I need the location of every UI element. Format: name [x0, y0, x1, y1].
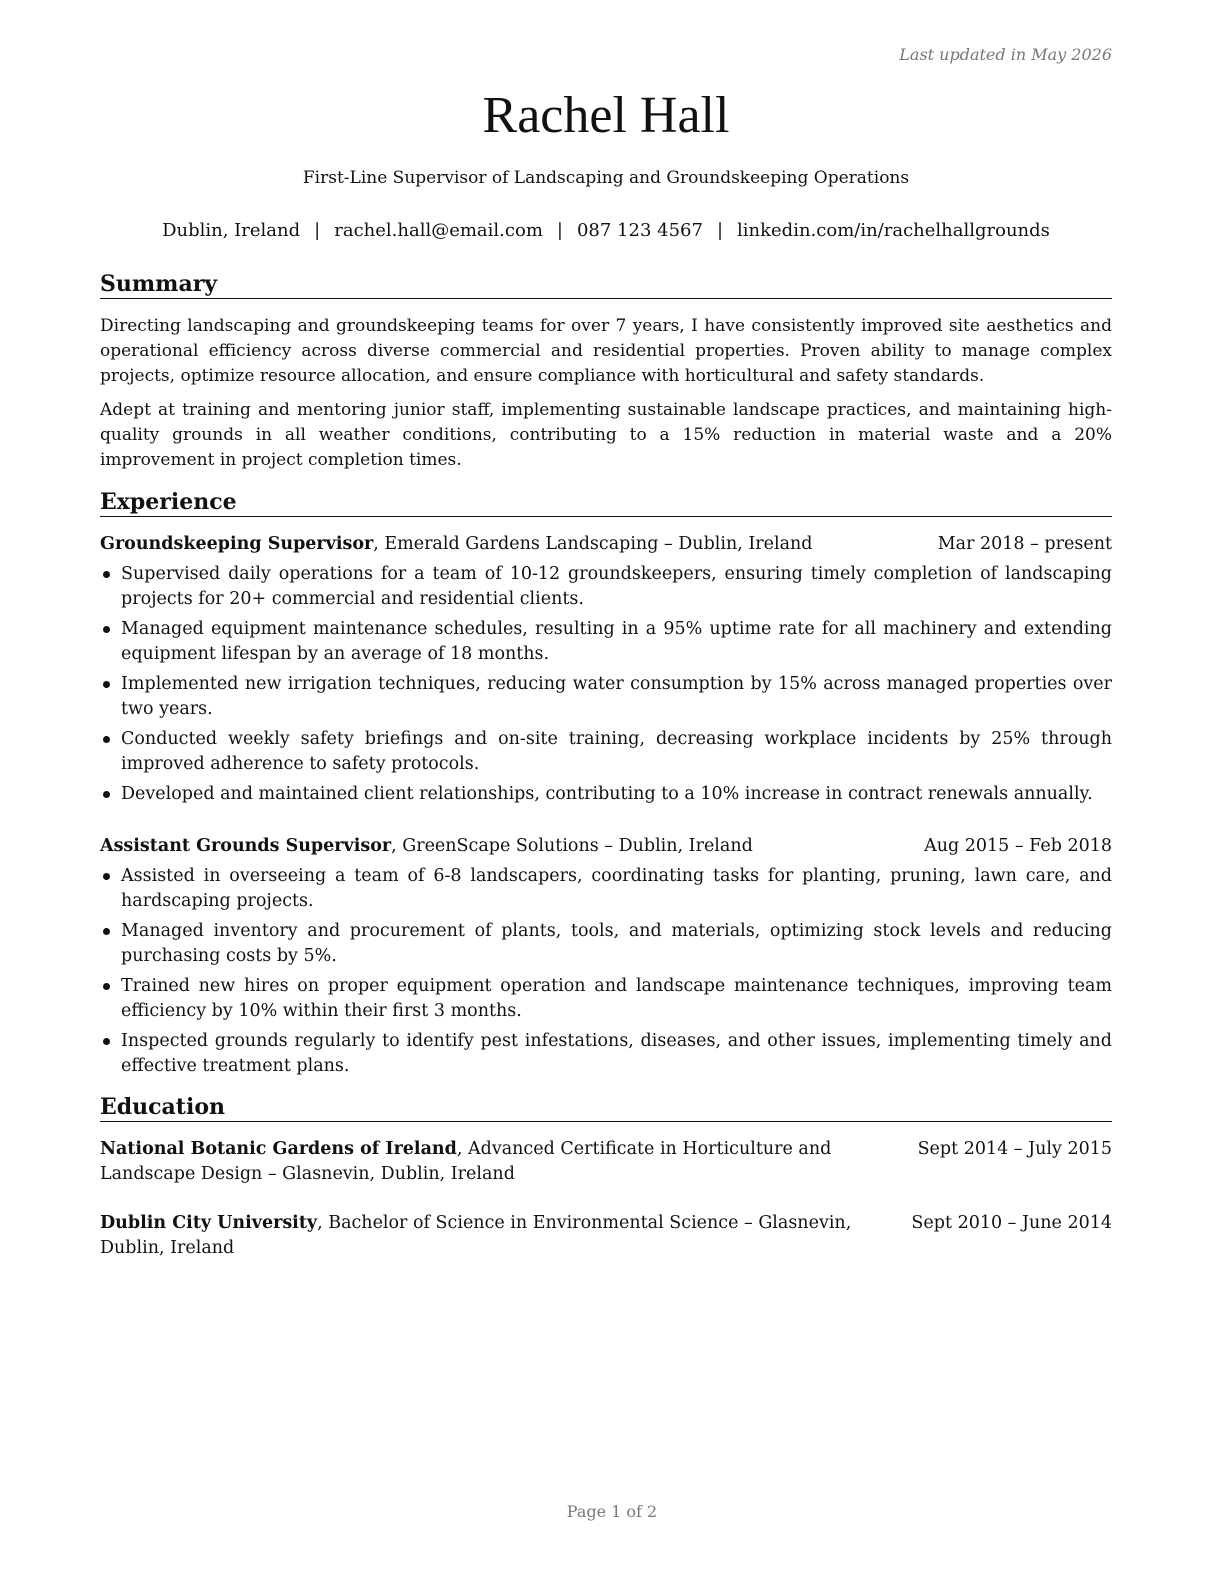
job-title: Groundskeeping Supervisor [100, 534, 374, 554]
job-bullet: Assisted in overseeing a team of 6-8 landscapers, coordinating tasks for planting, pruning, lawn care, and hardscaping projects. [100, 864, 1112, 914]
job-employer: , Emerald Gardens Landscaping – Dublin, Ireland [373, 534, 813, 554]
education-dates: Sept 2014 – July 2015 [917, 1139, 1112, 1159]
job-bullet: Trained new hires on proper equipment operation and landscape maintenance techniques, improving team efficiency by 10% within their first 3 months. [100, 974, 1112, 1024]
education-details: , Bachelor of Science in Environmental Science – Glasnevin, Dublin, Ireland [100, 1213, 852, 1258]
contact-separator: | [716, 220, 724, 241]
job-bullet: Managed inventory and procurement of plants, tools, and materials, optimizing stock levels and reducing purchasing costs by 5%. [100, 919, 1112, 969]
job-bullet: Developed and maintained client relationships, contributing to a 10% increase in contract renewals annually. [100, 782, 1112, 807]
job-bullet: Managed equipment maintenance schedules, resulting in a 95% uptime rate for all machinery and extending equipment lifespan by an average of 18 months. [100, 617, 1112, 667]
education-dates: Sept 2010 – June 2014 [911, 1213, 1112, 1233]
contact-email[interactable]: rachel.hall@email.com [334, 220, 543, 241]
job-bullet-list [100, 562, 1112, 812]
job-header [100, 834, 1112, 859]
education-text [100, 1137, 890, 1187]
job-dates: Aug 2015 – Feb 2018 [924, 836, 1112, 856]
experience-heading: Experience [100, 489, 1112, 517]
page-number: Page 1 of 2 [566, 1502, 658, 1521]
job-bullet-list [100, 864, 1112, 1084]
education-entry [100, 1211, 1112, 1261]
candidate-tagline: First-Line Supervisor of Landscaping and Groundskeeping Operations [302, 168, 910, 188]
education-entry [100, 1137, 1112, 1187]
resume-page [100, 0, 1112, 1584]
contact-separator: | [314, 220, 321, 241]
summary-heading: Summary [100, 271, 1112, 299]
contact-location: Dublin, Ireland [162, 220, 301, 241]
education-text [100, 1211, 890, 1261]
education-institution: National Botanic Gardens of Ireland [100, 1139, 457, 1159]
job-bullet: Supervised daily operations for a team of 10-12 groundskeepers, ensuring timely completion of landscaping projects for 20+ commercial and residential clients. [100, 562, 1112, 612]
job-dates: Mar 2018 – present [937, 534, 1112, 554]
job-employer: , GreenScape Solutions – Dublin, Ireland [391, 836, 753, 856]
summary-paragraph: Adept at training and mentoring junior staff, implementing sustainable landscape practices, and maintaining high-quality grounds in all weather conditions, contributing to a 15% reduction in material waste and a 20% improvement in project completion times. [100, 400, 1112, 470]
job-title: Assistant Grounds Supervisor [100, 836, 392, 856]
education-details: , Advanced Certificate in Horticulture and Landscape Design – Glasnevin, Dublin, Ireland [100, 1139, 832, 1184]
job-bullet: Implemented new irrigation techniques, reducing water consumption by 15% across managed properties over two years. [100, 672, 1112, 722]
candidate-name: Rachel Hall [482, 87, 730, 144]
contact-separator: | [556, 220, 563, 241]
job-bullet: Inspected grounds regularly to identify pest infestations, diseases, and other issues, implementing timely and effective treatment plans. [100, 1029, 1112, 1079]
education-heading: Education [100, 1094, 1112, 1122]
job-header [100, 532, 1112, 557]
education-institution: Dublin City University [100, 1213, 318, 1233]
job-bullet: Conducted weekly safety briefings and on-site training, decreasing workplace incidents by 25% through improved adherence to safety protocols. [100, 727, 1112, 777]
contact-linkedin[interactable]: linkedin.com/in/rachelhallgrounds [737, 220, 1050, 241]
contact-line [100, 220, 1112, 241]
contact-phone: 087 123 4567 [576, 220, 703, 241]
last-updated-note: Last updated in May 2026 [899, 45, 1112, 64]
summary-paragraph: Directing landscaping and groundskeeping teams for over 7 years, I have consistently improved site aesthetics and operational efficiency across diverse commercial and residential properties. Proven ability to manage complex projects, optimize resource allocation, and ensure compliance with horticultural and safety standards. [100, 316, 1112, 386]
